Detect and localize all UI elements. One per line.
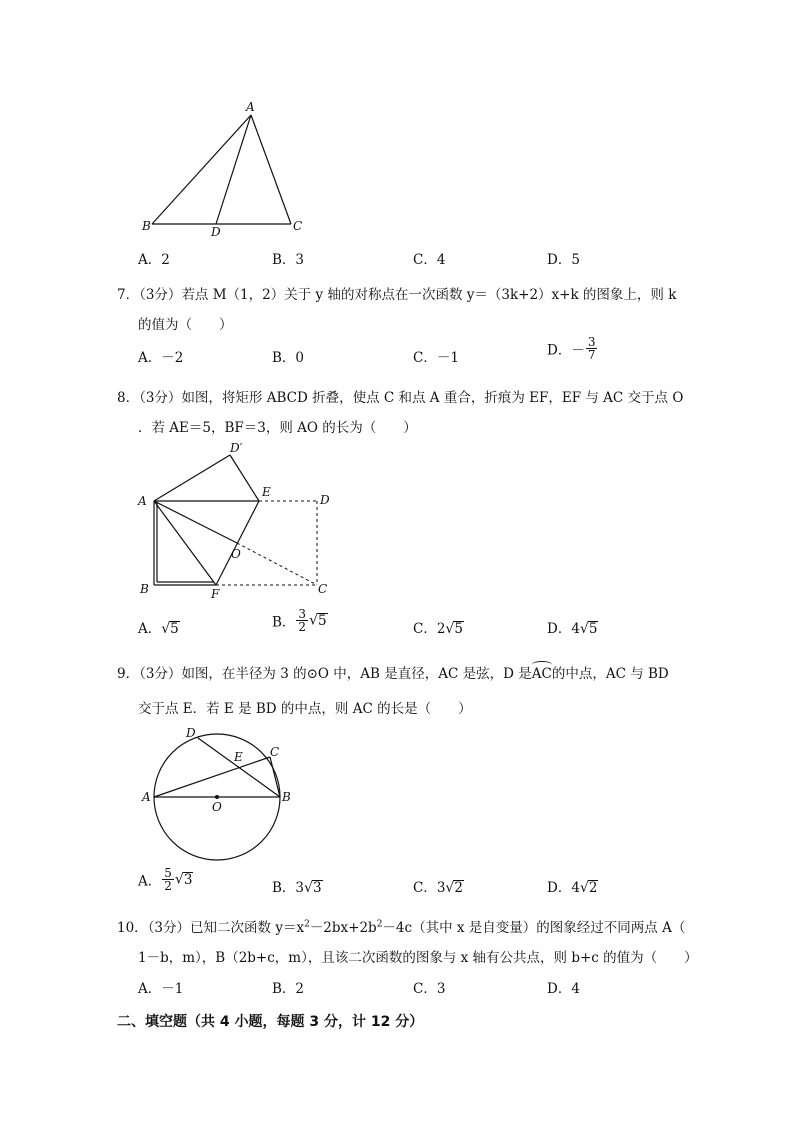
q9-line2: 交于点 E．若 E 是 BD 的中点，则 AC 的长是（ ） bbox=[138, 701, 472, 717]
q9-label-a: A bbox=[142, 790, 151, 804]
sqrt-icon: √ bbox=[445, 880, 455, 896]
q8-text-line1: 如图，将矩形 ABCD 折叠，使点 C 和点 A 重合，折痕为 EF，EF 与 AC 交于点 O bbox=[181, 390, 684, 406]
q10-text-line1-c: －4c（其中 x 是自变量）的图象经过不同两点 A（ bbox=[382, 920, 686, 936]
q8-label-d: D bbox=[320, 493, 330, 507]
q8-option-a-prefix: A． bbox=[138, 621, 162, 637]
q10-text-line1-a: 已知二次函数 y＝x bbox=[190, 920, 305, 936]
q10-sup1: 2 bbox=[304, 919, 310, 930]
sqrt-icon: √ bbox=[309, 612, 318, 629]
q9-label-e: E bbox=[234, 750, 243, 764]
q9-text-line1-b: 的中点，AC 与 BD bbox=[551, 666, 669, 682]
q7-option-c[interactable]: C．－1 bbox=[413, 350, 459, 366]
q6-option-a[interactable]: A．2 bbox=[138, 252, 170, 268]
q9-option-a-prefix: A． bbox=[138, 873, 162, 890]
q8-option-b-numerator: 3 bbox=[298, 607, 307, 621]
q10-option-a[interactable]: A．－1 bbox=[138, 981, 184, 997]
q8-option-b-denominator: 2 bbox=[298, 620, 307, 634]
q10-score: （3分） bbox=[147, 920, 191, 936]
q8-line2: ．若 AE＝5，BF＝3，则 AO 的长为（ ） bbox=[138, 420, 417, 436]
q7-option-b[interactable]: B．0 bbox=[272, 350, 305, 366]
q7-number: 7． bbox=[117, 287, 140, 303]
q9-score: （3分） bbox=[139, 666, 182, 682]
q8-score: （3分） bbox=[139, 390, 182, 406]
q9-option-c-prefix: C．3 bbox=[413, 880, 446, 896]
q10-line2: 1－b，m），B（2b+c，m），且该二次函数的图象与 x 轴有公共点，则 b+c 的值为（ ） bbox=[138, 950, 698, 966]
q6-label-a: A bbox=[246, 100, 255, 114]
q9-label-o: O bbox=[212, 800, 222, 814]
sqrt-icon: √ bbox=[579, 621, 589, 637]
q9-option-c[interactable] bbox=[413, 876, 464, 896]
q8-label-dprime: D′ bbox=[230, 441, 243, 455]
q6-label-c: C bbox=[293, 219, 303, 233]
q8-label-c: C bbox=[318, 582, 328, 596]
q9-option-d-prefix: D．4 bbox=[547, 880, 580, 896]
q8-option-d-prefix: D．4 bbox=[547, 621, 580, 637]
q8-option-c-radicand: 5 bbox=[454, 621, 463, 637]
q8-label-f: F bbox=[211, 587, 220, 601]
sqrt-icon: √ bbox=[579, 880, 589, 896]
q9-label-c: C bbox=[270, 745, 280, 759]
q6-option-d[interactable]: D．5 bbox=[547, 252, 580, 268]
q7-option-d-numerator: 3 bbox=[587, 335, 596, 349]
q7-score: （3分） bbox=[139, 287, 182, 303]
q9-option-a-denominator: 2 bbox=[164, 879, 172, 893]
q6-option-c[interactable]: C．4 bbox=[413, 252, 446, 268]
q8-label-a: A bbox=[138, 494, 147, 508]
sqrt-icon: √ bbox=[445, 621, 455, 637]
section2-title: 二、填空题（共 4 小题，每题 3 分，计 12 分） bbox=[117, 1014, 424, 1030]
q8-option-b-radicand: 5 bbox=[317, 612, 327, 629]
sqrt-icon: √ bbox=[304, 880, 313, 896]
q9-label-b: B bbox=[282, 790, 291, 804]
q6-option-b[interactable]: B．3 bbox=[272, 252, 305, 268]
q9-option-a-radicand: 3 bbox=[183, 871, 193, 888]
q8-label-e: E bbox=[262, 485, 271, 499]
q9-option-c-radicand: 2 bbox=[454, 880, 463, 896]
q10-option-d[interactable]: D．4 bbox=[547, 981, 580, 997]
q9-option-a-numerator: 5 bbox=[164, 866, 172, 880]
q9-option-b-prefix: B．3 bbox=[272, 880, 305, 896]
q9-option-d-radicand: 2 bbox=[588, 880, 598, 896]
sqrt-icon: √ bbox=[161, 621, 171, 637]
q7-line2: 的值为（ ） bbox=[138, 317, 233, 333]
q9-option-a-fraction bbox=[162, 867, 174, 892]
q7-option-a[interactable]: A．－2 bbox=[138, 350, 184, 366]
q8-option-d-radicand: 5 bbox=[588, 621, 598, 637]
q10-option-c[interactable]: C．3 bbox=[413, 981, 446, 997]
q10-option-b[interactable]: B．2 bbox=[272, 981, 305, 997]
q8-option-a-radicand: 5 bbox=[170, 621, 179, 637]
q9-text-line1-a: 如图，在半径为 3 的⊙O 中，AB 是直径，AC 是弦，D 是 bbox=[181, 666, 532, 682]
q8-label-o: O bbox=[231, 547, 241, 561]
q9-number: 9． bbox=[117, 666, 140, 682]
q7-option-d-denominator: 7 bbox=[587, 348, 596, 362]
q6-label-b: B bbox=[142, 219, 151, 233]
q9-option-d[interactable] bbox=[547, 876, 598, 896]
q10-text-line1-b: －2bx+2b bbox=[309, 920, 377, 936]
q7-option-d-prefix: D．－ bbox=[547, 342, 585, 359]
q10-number: 10． bbox=[117, 920, 148, 936]
q8-option-b-prefix: B． bbox=[272, 614, 296, 631]
q8-number: 8． bbox=[117, 390, 140, 406]
q9-arc-ac: AC bbox=[531, 666, 552, 682]
q8-label-b: B bbox=[140, 582, 149, 596]
q6-label-d: D bbox=[211, 225, 221, 239]
q9-option-b-radicand: 3 bbox=[312, 880, 322, 896]
q9-option-a[interactable] bbox=[138, 867, 193, 892]
q8-option-c-prefix: C．2 bbox=[413, 621, 446, 637]
q9-option-b[interactable] bbox=[272, 876, 323, 896]
q9-label-d: D bbox=[186, 726, 196, 740]
q10-sup2: 2 bbox=[376, 919, 383, 930]
q7-text-line1: 若点 M（1，2）关于 y 轴的对称点在一次函数 y＝（3k+2）x+k 的图象上，则 k bbox=[181, 287, 677, 303]
q10-line1 bbox=[117, 916, 685, 936]
sqrt-icon: √ bbox=[174, 871, 184, 888]
